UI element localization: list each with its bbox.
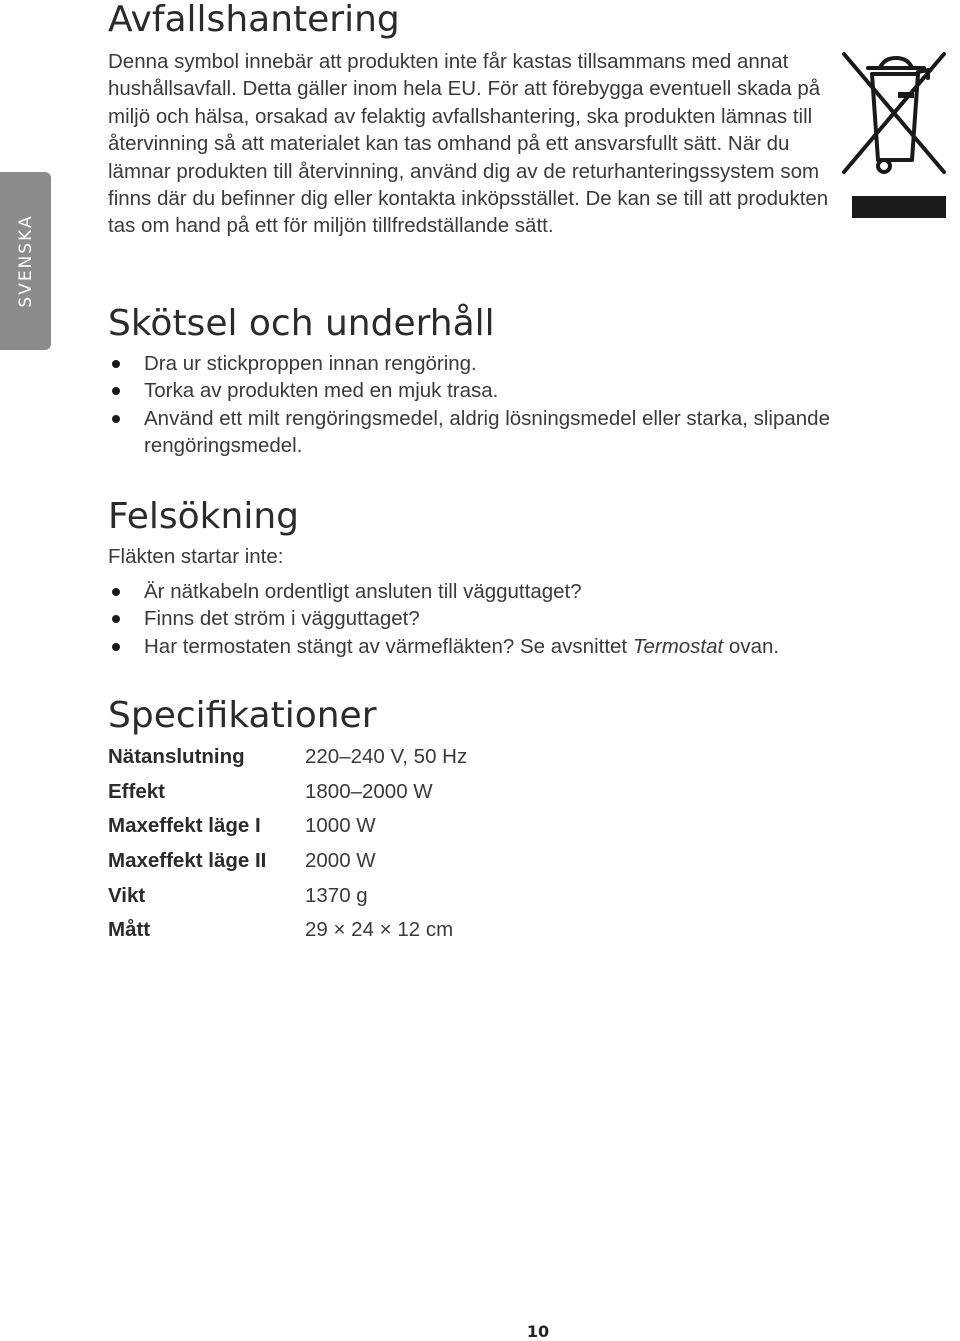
skotsel-list: [108, 350, 848, 460]
list-item: Torka av produkten med en mjuk trasa.: [108, 377, 848, 404]
list-item: Dra ur stickproppen innan rengöring.: [108, 350, 848, 377]
table-row: [108, 809, 467, 844]
section-title-avfallshantering: Avfallshantering: [108, 0, 400, 40]
table-row: [108, 913, 467, 948]
termostat-reference: Termostat: [632, 634, 724, 658]
table-row: [108, 775, 467, 810]
spec-label: Effekt: [108, 779, 165, 803]
list-item-text-end: ovan.: [723, 634, 780, 658]
spec-value: 29 × 24 × 12 cm: [305, 918, 454, 942]
spec-value: 1800–2000 W: [305, 779, 433, 803]
section-title-specifikationer: Specifikationer: [108, 695, 377, 736]
table-row: [108, 844, 467, 879]
list-item: Är nätkabeln ordentligt ansluten till vägguttaget?: [108, 578, 868, 605]
table-row: [108, 740, 467, 775]
spec-label: Maxeffekt läge I: [108, 814, 261, 838]
spec-value: 1370 g: [305, 883, 368, 907]
spec-value: 1000 W: [305, 814, 376, 838]
specifications-table: [108, 740, 467, 948]
section-title-skotsel: Skötsel och underhåll: [108, 303, 495, 344]
language-label: SVENSKA: [15, 214, 36, 308]
page-number: 10: [526, 1322, 550, 1341]
table-row: [108, 878, 467, 913]
list-item: Finns det ström i vägguttaget?: [108, 605, 868, 632]
spec-label: Nätanslutning: [108, 745, 245, 769]
section-title-felsokning: Felsökning: [108, 496, 300, 537]
list-item: Använd ett milt rengöringsmedel, aldrig lösningsmedel eller starka, slipande rengöringsmedel.: [108, 405, 848, 460]
avfallshantering-body: Denna symbol innebär att produkten inte får kastas tillsammans med annat hushållsavfall. Detta gäller inom hela EU. För att förebygga eventuell skada på miljö och hälsa, orsakad av felaktig avfallshantering, ska produkten lämnas till återvinning så att materialet kan tas omhand på ett ansvarsfullt sätt. När du lämnar produkten till återvinning, använd dig av de returhanteringssystem som finns där du befinner dig eller kontakta inköpsstället. De kan se till att produkten tas om hand på ett för miljön tillfredställande sätt.: [108, 50, 829, 238]
felsokning-list: [108, 578, 868, 660]
spec-value: 220–240 V, 50 Hz: [305, 745, 468, 769]
spec-label: Mått: [108, 918, 151, 942]
spec-value: 2000 W: [305, 849, 376, 873]
list-item-text: Har termostaten stängt av värmefläkten? Se avsnittet: [144, 634, 633, 658]
language-side-tab: [0, 172, 51, 350]
spec-label: Vikt: [108, 883, 146, 907]
crossed-out-wheelie-bin-icon: [838, 48, 950, 224]
list-item: [108, 633, 868, 660]
felsokning-intro: Fläkten startar inte:: [108, 545, 284, 568]
spec-label: Maxeffekt läge II: [108, 849, 267, 873]
